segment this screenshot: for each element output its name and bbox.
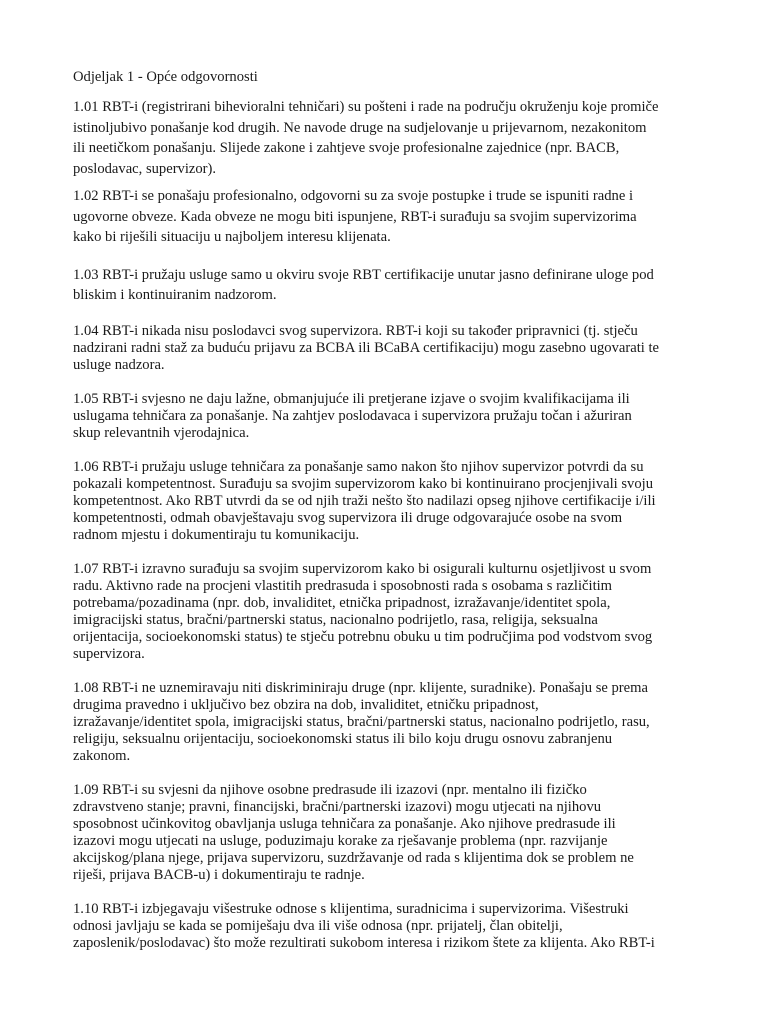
- paragraph-line: usluge nadzora.: [73, 356, 165, 373]
- paragraph-1-02: [73, 186, 697, 248]
- paragraph-line: ugovorne obveze. Kada obveze ne mogu biti ispunjene, RBT-i surađuju sa svojim supervizorima: [73, 208, 637, 225]
- paragraph-line: radnom mjestu i dokumentiraju tu komunikaciju.: [73, 526, 360, 543]
- paragraph-line: bliskim i kontinuiranim nadzorom.: [73, 287, 277, 303]
- section-title: Odjeljak 1 - Opće odgovornosti: [73, 69, 258, 85]
- paragraph-line: 1.03 RBT-i pružaju usluge samo u okviru svoje RBT certifikacije unutar jasno definirane uloge pod: [73, 266, 654, 283]
- paragraph-line: odnosi javljaju se kada se pomiješaju dva ili više odnosa (npr. prijatelj, član obitelji,: [73, 917, 563, 934]
- paragraph-line: kako bi riješili situaciju u najboljem interesu klijenata.: [73, 229, 391, 245]
- paragraph-line: kompetentnosti, odmah obavještavaju svog supervizora ili druge odgovarajuće osobe na svom: [73, 509, 623, 526]
- paragraph-1-07: [73, 561, 697, 663]
- paragraph-line: 1.04 RBT-i nikada nisu poslodavci svog supervizora. RBT-i koji su također pripravnici (tj. stječu: [73, 322, 638, 339]
- paragraph-1-05: [73, 391, 697, 442]
- paragraph-line: 1.10 RBT-i izbjegavaju višestruke odnose s klijentima, suradnicima i supervizorima. Višestruki: [73, 900, 629, 917]
- paragraph-line: 1.01 RBT-i (registrirani bihevioralni tehničari) su pošteni i rade na području okruženju koje promiče: [73, 99, 659, 115]
- paragraph-line: nadzirani radni staž za buduću prijavu za BCBA ili BCaBA certifikaciju) mogu zasebno ugovarati te: [73, 339, 660, 356]
- paragraph-1-08: [73, 680, 697, 765]
- paragraph-line: izazovi mogu utjecati na usluge, poduzimaju korake za rješavanje problema (npr. razvijanje: [73, 832, 608, 849]
- paragraph-1-03: [73, 265, 697, 306]
- paragraph-line: zakonom.: [73, 747, 131, 764]
- paragraph-line: ili neetičkom ponašanju. Slijede zakone i zahtjeve svoje profesionalne zajednice (npr. BACB,: [73, 140, 620, 156]
- document-page: [73, 69, 697, 952]
- paragraph-line: 1.08 RBT-i ne uznemiravaju niti diskriminiraju druge (npr. klijente, suradnike). Ponašaju se prema: [73, 679, 648, 696]
- paragraph-line: 1.06 RBT-i pružaju usluge tehničara za ponašanje samo nakon što njihov supervizor potvrdi da su: [73, 458, 644, 475]
- paragraph-line: 1.02 RBT-i se ponašaju profesionalno, odgovorni su za svoje postupke i trude se ispuniti radne i: [73, 188, 634, 204]
- paragraph-line: akcijskog/plana njege, prijava supervizoru, suzdržavanje od rada s klijentima dok se problem ne: [73, 849, 634, 866]
- paragraph-line: skup relevantnih vjerodajnica.: [73, 424, 250, 441]
- paragraph-line: izražavanje/identitet spola, imigracijski status, bračni/partnerski status, nacionalno podrijetlo, rasu,: [73, 713, 650, 730]
- paragraph-line: 1.09 RBT-i su svjesni da njihove osobne predrasude ili izazovi (npr. mentalno ili fizičko: [73, 781, 587, 798]
- paragraph-line: drugima pravedno i uključivo bez obzira na dob, invaliditet, etničku pripadnost,: [73, 696, 539, 713]
- paragraph-line: zaposlenik/poslodavac) što može rezultirati sukobom interesa i rizikom štete za klijenta. Ako RBT-i: [73, 934, 655, 951]
- paragraph-line: 1.07 RBT-i izravno surađuju sa svojim supervizorom kako bi osigurali kulturnu osjetljivost u svom: [73, 560, 652, 577]
- paragraph-1-06: [73, 459, 697, 544]
- paragraph-line: 1.05 RBT-i svjesno ne daju lažne, obmanjujuće ili pretjerane izjave o svojim kvalifikacijama ili: [73, 390, 630, 407]
- paragraph-line: orijentacija, socioekonomski status) te stječu potrebnu obuku u tim područjima pod vodstvom svog: [73, 628, 653, 645]
- paragraph-line: riješi, prijava BACB-u) i dokumentiraju te radnje.: [73, 866, 365, 883]
- paragraph-line: religiju, seksualnu orijentaciju, socioekonomski status ili bilo koju drugu osnovu zabranjenu: [73, 730, 613, 747]
- paragraph-line: supervizora.: [73, 645, 145, 662]
- paragraph-line: sposobnost učinkovitog obavljanja usluga tehničara za ponašanje. Ako njihove predrasude ili: [73, 815, 616, 832]
- paragraph-line: potrebama/pozadinama (npr. dob, invaliditet, etnička pripadnost, izražavanje/identitet spola,: [73, 594, 611, 611]
- paragraph-1-01: [73, 97, 697, 179]
- paragraph-line: pokazali kompetentnost. Surađuju sa svojim supervizorom kako bi kontinuirano procjenjivali svoju: [73, 475, 654, 492]
- paragraph-line: poslodavac, supervizor).: [73, 160, 217, 177]
- paragraph-line: kompetentnost. Ako RBT utvrdi da se od njih traži nešto što nadilazi opseg njihove certifikacije i/ili: [73, 492, 656, 509]
- paragraph-1-10: [73, 901, 697, 952]
- paragraph-line: uslugama tehničara za ponašanje. Na zahtjev poslodavaca i supervizora pružaju točan i ažuriran: [73, 407, 632, 424]
- paragraph-1-09: [73, 782, 697, 884]
- paragraph-line: radu. Aktivno rade na procjeni vlastitih predrasuda i sposobnosti rada s osobama s različitim: [73, 577, 613, 594]
- paragraph-line: imigracijski status, bračni/partnerski status, nacionalno podrijetlo, rasa, religija, seksualna: [73, 611, 598, 628]
- paragraph-1-04: [73, 323, 697, 374]
- paragraph-line: istinoljubivo ponašanje kod drugih. Ne navode druge na sudjelovanje u prijevarnom, nezakonitom: [73, 119, 647, 136]
- paragraph-line: zdravstveno stanje; pravni, financijski, bračni/partnerski izazovi) mogu utjecati na njihovu: [73, 798, 602, 815]
